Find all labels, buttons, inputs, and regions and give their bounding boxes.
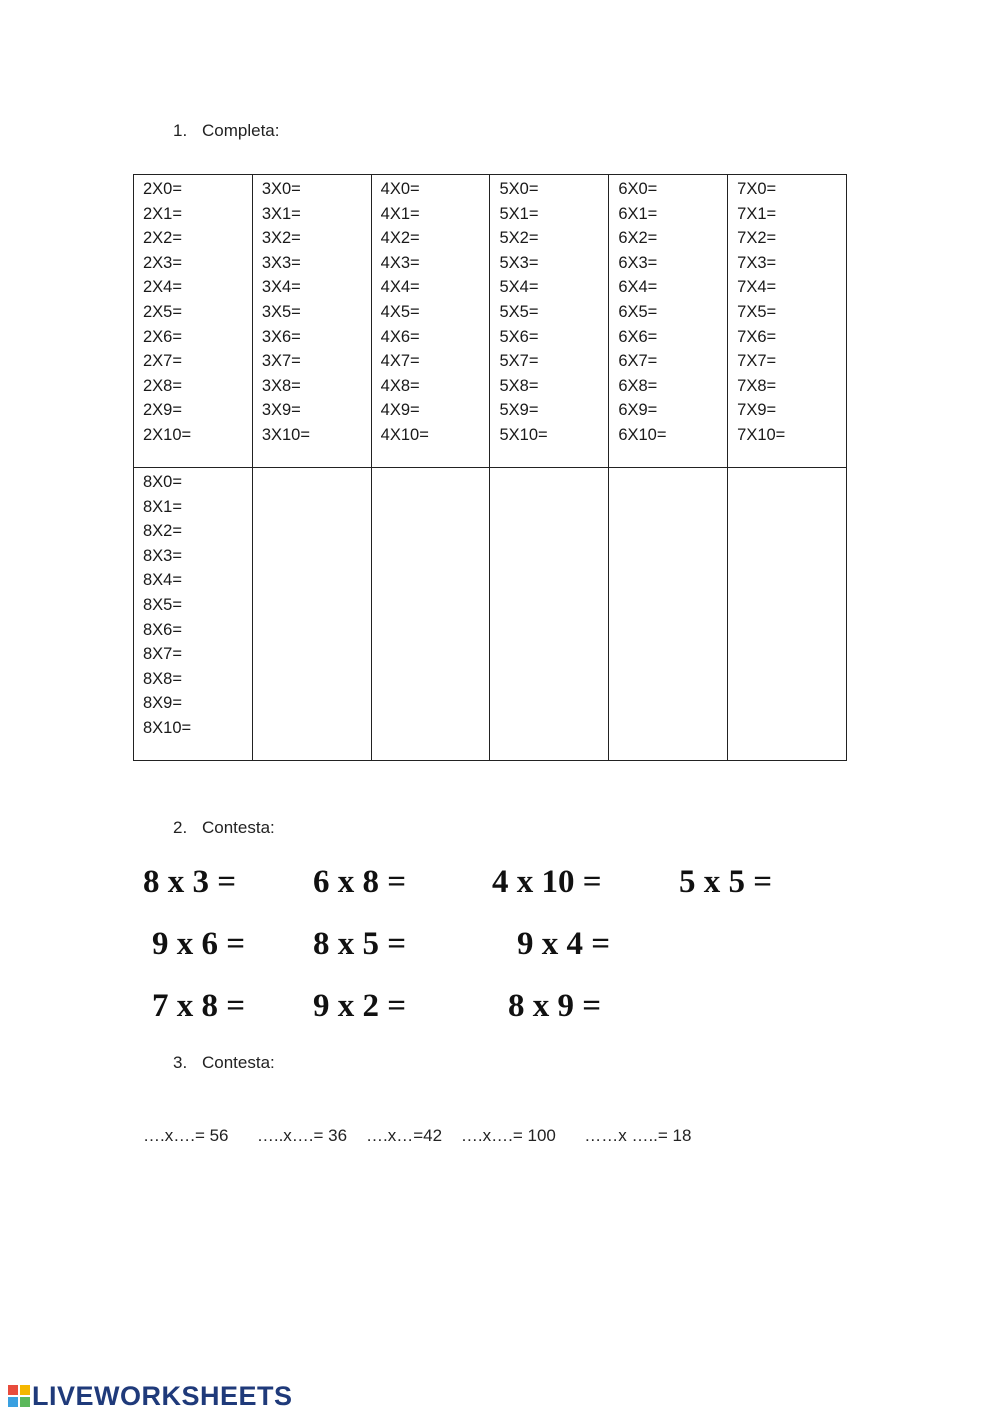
multiplication-table	[133, 174, 847, 761]
multiplication-item[interactable]: 3X2=	[261, 229, 301, 248]
table-cell	[728, 175, 847, 468]
multiplication-item[interactable]: 5X7=	[499, 352, 539, 371]
multiplication-item[interactable]: 2X4=	[143, 278, 182, 297]
multiplication-item[interactable]: 2X7=	[143, 352, 182, 371]
section-2-title: Contesta:	[202, 818, 275, 837]
equation[interactable]: 8 x 3 =	[143, 864, 237, 900]
multiplication-item[interactable]: 5X2=	[499, 229, 539, 248]
table-cell	[252, 468, 371, 761]
multiplication-item[interactable]: 2X9=	[143, 401, 182, 420]
multiplication-item[interactable]: 8X3=	[143, 546, 182, 565]
multiplication-item[interactable]: 2X6=	[143, 327, 182, 346]
multiplication-item[interactable]: 5X1=	[499, 204, 539, 223]
equation[interactable]: 9 x 6 =	[152, 926, 246, 962]
section-3-title: Contesta:	[202, 1053, 275, 1072]
multiplication-item[interactable]: 8X0=	[143, 473, 182, 491]
section-3-number: 3.	[173, 1053, 188, 1072]
multiplication-item[interactable]: 6X9=	[618, 401, 658, 420]
multiplication-item[interactable]: 7X5=	[737, 302, 777, 321]
equation[interactable]: 7 x 8 =	[152, 988, 246, 1024]
equation[interactable]: 9 x 2 =	[313, 988, 407, 1024]
multiplication-item[interactable]: 7X3=	[737, 253, 777, 272]
multiplication-item[interactable]: 6X4=	[618, 278, 658, 297]
table-cell	[490, 468, 609, 761]
multiplication-item[interactable]: 6X8=	[618, 376, 658, 395]
multiplication-item[interactable]: 8X2=	[143, 522, 182, 541]
multiplication-item[interactable]: 4X2=	[380, 229, 420, 248]
multiplication-item[interactable]: 8X6=	[143, 620, 182, 639]
table-row	[134, 468, 847, 761]
multiplication-item[interactable]: 5X8=	[499, 376, 539, 395]
multiplication-item[interactable]: 3X9=	[261, 401, 301, 420]
multiplication-item[interactable]: 2X5=	[143, 302, 182, 321]
multiplication-item[interactable]: 4X0=	[380, 180, 420, 198]
table-cell	[490, 175, 609, 468]
multiplication-item[interactable]: 6X5=	[618, 302, 658, 321]
multiplication-item[interactable]: 6X6=	[618, 327, 658, 346]
multiplication-item[interactable]: 8X5=	[143, 595, 182, 614]
multiplication-item[interactable]: 3X0=	[261, 180, 301, 198]
multiplication-item[interactable]: 7X2=	[737, 229, 777, 248]
multiplication-item[interactable]: 8X8=	[143, 669, 182, 688]
multiplication-item[interactable]: 4X4=	[380, 278, 420, 297]
multiplication-item[interactable]: 2X10=	[143, 425, 192, 444]
multiplication-item[interactable]: 2X8=	[143, 376, 182, 395]
multiplication-item[interactable]: 8X7=	[143, 645, 182, 664]
multiplication-item[interactable]: 4X9=	[380, 401, 420, 420]
section-2-heading	[173, 818, 275, 838]
multiplication-item[interactable]: 8X9=	[143, 694, 182, 713]
multiplication-item[interactable]: 4X6=	[380, 327, 420, 346]
multiplication-item[interactable]: 2X3=	[143, 253, 182, 272]
multiplication-item[interactable]: 4X10=	[380, 425, 429, 444]
multiplication-item[interactable]: 7X1=	[737, 204, 777, 223]
logo-text: LIVEWORKSHEETS	[32, 1380, 293, 1411]
table-cell	[371, 468, 490, 761]
table-cell	[609, 175, 728, 468]
multiplication-item[interactable]: 6X2=	[618, 229, 658, 248]
multiplication-item[interactable]: 4X8=	[380, 376, 420, 395]
multiplication-item[interactable]: 5X5=	[499, 302, 539, 321]
multiplication-item[interactable]: 3X8=	[261, 376, 301, 395]
multiplication-item[interactable]: 4X1=	[380, 204, 420, 223]
table-cell	[728, 468, 847, 761]
fill-in-blank-line[interactable]: ….x….= 56 …..x….= 36 ….x…=42 ….x….= 100 ……x …..= 18	[143, 1126, 692, 1145]
multiplication-item[interactable]: 3X5=	[261, 302, 301, 321]
multiplication-item[interactable]: 7X10=	[737, 425, 786, 444]
equation[interactable]: 6 x 8 =	[313, 864, 407, 900]
multiplication-item[interactable]: 7X9=	[737, 401, 777, 420]
table-cell	[609, 468, 728, 761]
equation[interactable]: 8 x 5 =	[313, 926, 407, 962]
section-2-number: 2.	[173, 818, 188, 837]
section-1-title: Completa:	[202, 121, 280, 140]
multiplication-item[interactable]: 7X8=	[737, 376, 777, 395]
multiplication-item[interactable]: 5X10=	[499, 425, 548, 444]
multiplication-item[interactable]: 3X10=	[261, 425, 310, 444]
multiplication-item[interactable]: 5X9=	[499, 401, 539, 420]
multiplication-item[interactable]: 5X3=	[499, 253, 539, 272]
multiplication-item[interactable]: 7X6=	[737, 327, 777, 346]
equation[interactable]: 9 x 4 =	[517, 926, 611, 962]
table-cell	[134, 468, 253, 761]
section-3-heading	[173, 1053, 275, 1073]
multiplication-item[interactable]: 2X0=	[143, 180, 182, 198]
equation[interactable]: 8 x 9 =	[508, 988, 602, 1024]
table-cell	[134, 175, 253, 468]
liveworksheets-logo-icon	[8, 1385, 30, 1407]
equation[interactable]: 4 x 10 =	[492, 864, 602, 900]
multiplication-item[interactable]: 8X1=	[143, 497, 182, 516]
multiplication-item[interactable]: 6X1=	[618, 204, 658, 223]
multiplication-item[interactable]: 3X4=	[261, 278, 301, 297]
table-cell	[371, 175, 490, 468]
multiplication-item[interactable]: 5X6=	[499, 327, 539, 346]
multiplication-item[interactable]: 4X5=	[380, 302, 420, 321]
multiplication-item[interactable]: 5X4=	[499, 278, 539, 297]
liveworksheets-logo[interactable]	[8, 1381, 293, 1411]
multiplication-item[interactable]: 7X4=	[737, 278, 777, 297]
multiplication-item[interactable]: 4X7=	[380, 352, 420, 371]
multiplication-item[interactable]: 3X1=	[261, 204, 301, 223]
table-cell	[252, 175, 371, 468]
multiplication-item[interactable]: 6X7=	[618, 352, 658, 371]
multiplication-item[interactable]: 7X0=	[737, 180, 777, 198]
section-1-number: 1.	[173, 121, 188, 140]
multiplication-item[interactable]: 5X0=	[499, 180, 539, 198]
multiplication-item[interactable]: 3X7=	[261, 352, 301, 371]
multiplication-item[interactable]: 3X6=	[261, 327, 301, 346]
multiplication-item[interactable]: 7X7=	[737, 352, 777, 371]
multiplication-item[interactable]: 3X3=	[261, 253, 301, 272]
multiplication-item[interactable]: 8X10=	[143, 718, 192, 737]
multiplication-item[interactable]: 6X0=	[618, 180, 658, 198]
equation[interactable]: 5 x 5 =	[679, 864, 773, 900]
multiplication-item[interactable]: 2X2=	[143, 229, 182, 248]
table-row	[134, 175, 847, 468]
multiplication-item[interactable]: 6X10=	[618, 425, 667, 444]
multiplication-item[interactable]: 6X3=	[618, 253, 658, 272]
section-1-heading	[173, 121, 279, 141]
multiplication-item[interactable]: 8X4=	[143, 571, 182, 590]
multiplication-item[interactable]: 4X3=	[380, 253, 420, 272]
multiplication-item[interactable]: 2X1=	[143, 204, 182, 223]
